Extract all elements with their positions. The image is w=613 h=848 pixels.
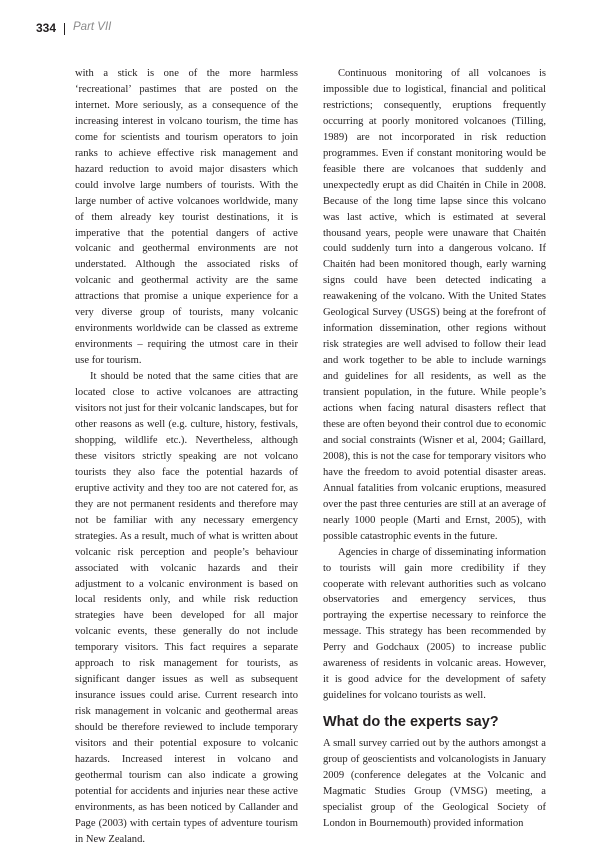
header-divider [64,23,65,35]
body-paragraph: Agencies in charge of disseminating information to tourists will gain more credibility if they cooperate with relevant authorities such as volcano observatories and emergency services, thus portraying the expertise necessary to reinforce the message. This strategy has been recommended by Perry and Godchaux (2005) to increase public awareness of residents in volcanic areas. However, it is good advice for the development of safety guidelines for volcano tourists as well. [323,546,546,702]
running-head [36,21,336,41]
body-paragraph: Continuous monitoring of all volcanoes is impossible due to logistical, financial and political restrictions; consequently, eruptions frequently occurring at poorly monitored volcanoes (Tilling, 1989) are not incorporated in risk reduction programmes. Even if constant monitoring would be feasible there are volcanoes that suddenly and unexpectedly erupt as did Chaitén in Chile in 2008. Because of the long time lapse since this volcano was last active, which is estimated at several thousand years, people were unaware that Chaitén could suddenly turn into a dangerous volcano. If Chaitén had been monitored though, early warning signs could have been detected indicating a reawakening of the volcano. With the United States Geological Survey (USGS) being at the forefront of information dissemination, other regions without risk strategies are well advised to follow their lead and work together to be able to include warnings and guidelines for all residents, as well as the transient population, in the future. While people’s actions when facing natural disasters reflect that these are often beyond their control due to economic and social constraints (Wisner et al, 2004; Gaillard, 2008), this is not the case for temporary visitors who have the freedom to avoid potential disaster areas. Annual fatalities from volcanic eruptions, measured over the past three centuries are still at an average of nearly 1000 people (Marti and Ernst, 2005), with possible catastrophic events in the future. [323,68,546,542]
body-paragraph: It should be noted that the same cities that are located close to active volcanoes are attracting visitors not just for their volcanic landscapes, but for other reasons as well (e.g. culture, history, festivals, shopping, wildlife etc.). Nevertheless, although these visitors strictly speaking are not volcano tourists they also face the potential hazards of eruptive activity and they too are not catered for, as they are not permanent residents and therefore may not be familiar with any necessary emergency strategies. As a result, much of what is written about volcanic risk perception and people’s behaviour associated with volcanic hazards and their adjustment to a volcanic environment is based on local residents only, and while risk reduction strategies have been developed for all major volcanic events, these generally do not include temporary visitors. This fact requires a separate approach to risk management for tourists, as significant danger issues as well as subsequent insurance issues could arise. Current research into risk management in volcanic and geothermal areas should be therefore reviewed to include temporary visitors and their potential exposure to volcanic hazards. Increased interest in volcano and geothermal tourism can also indicate a growing potential for accidents and injuries near these active environments, as has been noticed by Callander and Page (2003) with certain types of adventure tourism in New Zealand. [75,371,298,845]
right-column [323,66,546,832]
body-paragraph: A small survey carried out by the authors amongst a group of geoscientists and volcanologists in January 2009 (conference delegates at the Volcanic and Magmatic Studies Group (VMSG) meeting, a specialist group of the Geological Society of London in Bournemouth) provided information [323,738,546,829]
body-paragraph: with a stick is one of the more harmless ‘recreational’ pastimes that are posted on the internet. More seriously, as a consequence of the increasing interest in volcano tourism, the time has come for scientists and tourism operators to join ranks to achieve effective risk management and hazard reduction to avoid major disasters which could involve large numbers of tourists. With the large number of active volcanoes worldwide, many of them already key tourist destinations, it is imperative that the potential dangers of active volcanic and geothermal environments are not understated. Although the associated risks of volcanic and geothermal activity are the same attractions that promise a unique experience for a very diverse group of tourists, many volcanic environments worldwide can be classed as extreme environments – requiring the utmost care in their use for tourism. [75,68,298,367]
part-label: Part VII [73,21,112,33]
left-column [75,66,298,848]
page-number: 334 [36,21,57,35]
section-heading: What do the experts say? [323,714,499,731]
